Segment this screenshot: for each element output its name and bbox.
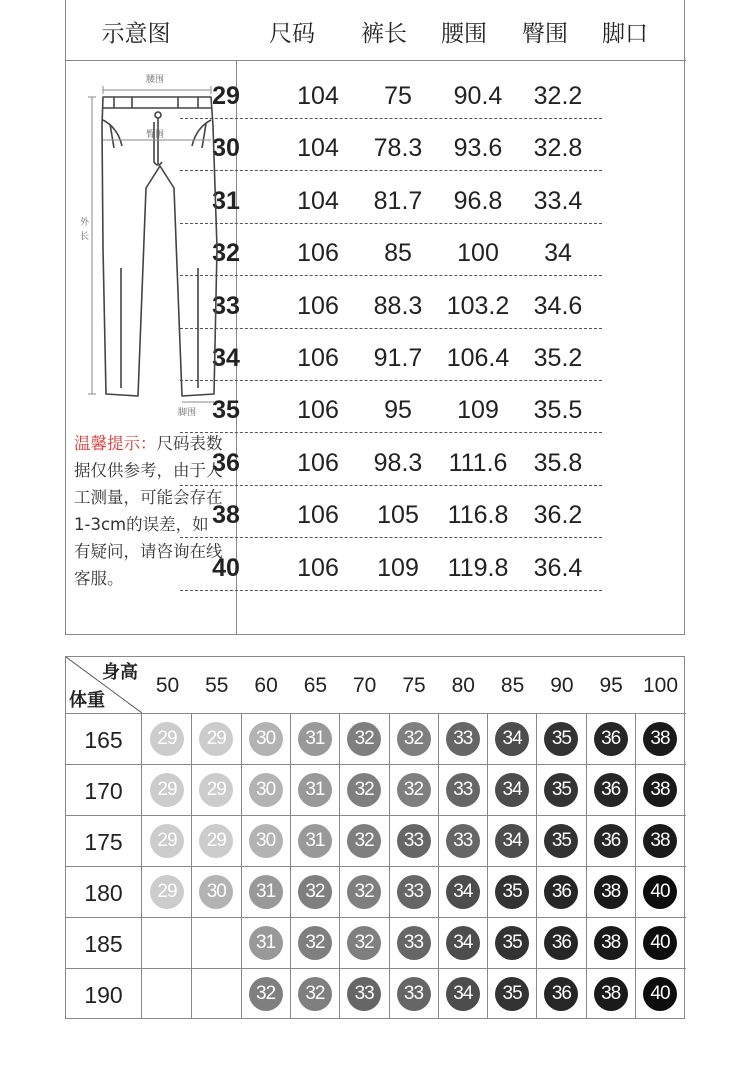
weight-row-label: 170 — [84, 778, 123, 804]
grid-vline — [241, 713, 242, 1019]
height-column-label: 100 — [642, 674, 679, 697]
tip-line: 客服。 — [74, 569, 124, 588]
size-badge: 35 — [544, 773, 578, 807]
size-row — [180, 224, 602, 276]
size-cell: 38 — [212, 501, 240, 530]
weight-height-grid — [65, 656, 685, 1019]
size-badge: 35 — [544, 722, 578, 756]
height-column-label: 75 — [402, 674, 426, 697]
hip-cell: 116.8 — [447, 501, 509, 530]
tip-line: 1-3cm的误差，如 — [74, 515, 209, 534]
size-badge: 33 — [397, 926, 431, 960]
height-column-label: 50 — [155, 674, 180, 697]
size-badge: 33 — [397, 875, 431, 909]
height-column-label: 55 — [205, 674, 229, 697]
length-label — [80, 216, 90, 244]
hip-cell: 90.4 — [453, 82, 503, 110]
length-cell: 106 — [297, 344, 339, 372]
size-badge: 38 — [594, 926, 628, 960]
length-cell: 104 — [297, 82, 339, 110]
size-row — [180, 172, 602, 224]
height-column-label: 80 — [451, 674, 475, 697]
size-badge: 33 — [397, 824, 431, 858]
size-row — [177, 381, 602, 433]
size-badge: 36 — [594, 722, 628, 756]
size-badge: 29 — [199, 824, 233, 858]
waist-cell: 109 — [377, 553, 419, 582]
grid-vline — [141, 713, 142, 1019]
size-badge: 40 — [643, 977, 677, 1011]
header-size: 尺码 — [269, 21, 315, 47]
waist-cell: 78.3 — [373, 134, 423, 163]
size-badge: 35 — [495, 926, 529, 960]
tip-note — [74, 430, 234, 592]
size-badge: 34 — [446, 875, 480, 909]
hem-cell: 35.2 — [533, 344, 583, 372]
size-badge: 40 — [643, 926, 677, 960]
grid-vline — [487, 713, 488, 1019]
size-badge: 30 — [249, 773, 283, 807]
hip-cell: 119.8 — [447, 553, 509, 582]
size-badge: 31 — [298, 722, 332, 756]
hip-cell: 109 — [457, 396, 499, 425]
size-cell: 31 — [212, 186, 240, 215]
size-table-header — [66, 0, 686, 61]
size-badge: 33 — [446, 824, 480, 858]
size-badge: 38 — [643, 824, 677, 858]
size-badge: 29 — [199, 773, 233, 807]
size-badge: 30 — [249, 722, 283, 756]
size-badge: 32 — [347, 875, 381, 909]
height-column-label: 65 — [303, 674, 328, 697]
tip-line: 有疑问，请咨询在线 — [74, 542, 223, 561]
size-cell: 36 — [212, 448, 240, 477]
grid-vline — [339, 713, 340, 1019]
tip-line: 尺码表数 — [156, 434, 223, 453]
header-diagram: 示意图 — [101, 21, 171, 47]
hem-cell: 32.2 — [533, 82, 583, 110]
waist-cell: 85 — [384, 239, 412, 268]
size-row — [180, 119, 602, 171]
weight-row — [66, 968, 686, 1020]
tip-highlight: 温馨提示： — [74, 434, 157, 453]
length-label-text: 外长 — [80, 218, 90, 242]
size-badge: 30 — [249, 824, 283, 858]
size-badge: 35 — [495, 875, 529, 909]
size-badge: 33 — [446, 722, 480, 756]
length-cell: 106 — [297, 291, 339, 320]
size-row — [180, 67, 602, 119]
length-cell: 106 — [297, 448, 339, 477]
hem-cell: 35.5 — [533, 396, 583, 425]
hip-cell: 103.2 — [446, 291, 510, 320]
hem-cell: 35.8 — [533, 448, 583, 477]
size-row — [180, 486, 602, 538]
size-cell: 32 — [212, 239, 240, 268]
size-badge: 31 — [249, 875, 283, 909]
size-badge: 36 — [544, 977, 578, 1011]
height-column-label: 85 — [500, 674, 525, 697]
size-cell: 30 — [212, 134, 240, 163]
grid-vline — [389, 713, 390, 1019]
grid-vline — [191, 713, 192, 1019]
hip-cell: 96.8 — [453, 186, 503, 215]
size-cell: 29 — [212, 82, 240, 110]
hem-cell: 34 — [544, 239, 572, 268]
size-badge: 38 — [594, 875, 628, 909]
height-label: 身高 — [102, 662, 138, 683]
weight-row — [66, 815, 686, 867]
length-cell: 104 — [297, 134, 339, 163]
waist-cell: 95 — [384, 396, 412, 425]
size-badge: 31 — [298, 773, 332, 807]
size-badge: 29 — [150, 722, 184, 756]
waist-label: 腰围 — [145, 75, 165, 85]
length-cell: 104 — [297, 186, 339, 215]
size-badge: 36 — [544, 926, 578, 960]
waist-cell: 105 — [377, 501, 419, 530]
grid-header — [66, 657, 686, 713]
hip-cell: 93.6 — [453, 134, 503, 163]
size-badge: 38 — [594, 977, 628, 1011]
size-badge: 35 — [544, 824, 578, 858]
size-row — [180, 329, 602, 381]
size-badge: 29 — [150, 773, 184, 807]
hem-cell: 34.6 — [533, 291, 583, 320]
height-column-label: 95 — [599, 674, 623, 697]
size-row — [180, 539, 602, 591]
size-badge: 34 — [495, 722, 529, 756]
size-badge: 32 — [347, 722, 381, 756]
waist-cell: 91.7 — [373, 344, 423, 372]
size-badge: 33 — [446, 773, 480, 807]
size-badge: 29 — [150, 824, 184, 858]
size-cell: 40 — [212, 553, 240, 582]
size-badge: 32 — [298, 926, 332, 960]
weight-row-label: 180 — [84, 880, 123, 906]
size-badge: 40 — [643, 875, 677, 909]
size-badge: 34 — [495, 824, 529, 858]
length-cell: 106 — [297, 239, 339, 268]
height-column-label: 70 — [353, 674, 377, 697]
hem-cell: 32.8 — [533, 134, 583, 163]
waist-cell: 81.7 — [373, 186, 423, 215]
size-badge: 38 — [643, 773, 677, 807]
grid-vline — [536, 713, 537, 1019]
size-badge: 32 — [397, 773, 431, 807]
height-column-label: 90 — [550, 674, 574, 697]
pants-diagram — [70, 68, 230, 428]
header-hip: 臀围 — [522, 21, 568, 47]
size-badge: 36 — [594, 824, 628, 858]
size-badge: 31 — [298, 824, 332, 858]
hip-cell: 111.6 — [448, 448, 508, 477]
size-badge: 34 — [495, 773, 529, 807]
size-row — [180, 277, 602, 329]
size-badge: 38 — [643, 722, 677, 756]
size-badge: 36 — [594, 773, 628, 807]
size-badge: 35 — [495, 977, 529, 1011]
weight-row-label: 185 — [84, 931, 123, 957]
hem-cell: 36.4 — [533, 553, 583, 582]
size-cell: 33 — [212, 291, 240, 320]
size-cell: 35 — [212, 396, 240, 425]
hem-cell: 33.4 — [533, 186, 583, 215]
length-cell: 106 — [297, 553, 339, 582]
size-badge: 36 — [544, 875, 578, 909]
tip-line: 据仅供参考，由于人 — [74, 461, 223, 480]
header-hem: 脚口 — [602, 21, 648, 47]
size-badge: 34 — [446, 926, 480, 960]
size-badge: 29 — [199, 722, 233, 756]
length-cell: 106 — [297, 501, 339, 530]
size-badge: 34 — [446, 977, 480, 1011]
length-cell: 106 — [297, 396, 339, 425]
header-length: 裤长 — [361, 21, 407, 47]
height-column-label: 60 — [254, 674, 278, 697]
header-waist: 腰围 — [441, 21, 487, 47]
size-badge: 31 — [249, 926, 283, 960]
waist-cell: 75 — [384, 82, 412, 110]
size-cell: 34 — [212, 344, 240, 372]
weight-row-label: 175 — [84, 829, 123, 855]
hip-label: 臀围 — [145, 130, 165, 140]
hip-cell: 106.4 — [446, 344, 510, 372]
waist-cell: 98.3 — [373, 448, 423, 477]
hip-cell: 100 — [457, 239, 499, 268]
weight-row — [66, 917, 686, 969]
weight-row — [66, 713, 686, 765]
size-row — [180, 434, 602, 486]
size-badge: 32 — [249, 977, 283, 1011]
grid-vline — [586, 713, 587, 1019]
size-badge: 32 — [347, 773, 381, 807]
size-badge: 32 — [298, 977, 332, 1011]
weight-row — [66, 866, 686, 918]
hem-cell: 36.2 — [533, 501, 583, 530]
grid-vline — [635, 713, 636, 1019]
tip-line: 工测量，可能会存在 — [74, 488, 223, 507]
grid-vline — [290, 713, 291, 1019]
grid-vline — [438, 713, 439, 1019]
size-badge: 30 — [199, 875, 233, 909]
size-badge: 32 — [347, 926, 381, 960]
waist-cell: 88.3 — [373, 291, 423, 320]
size-badge: 33 — [347, 977, 381, 1011]
weight-label: 体重 — [69, 690, 105, 711]
size-badge: 32 — [298, 875, 332, 909]
weight-row-label: 165 — [84, 727, 123, 753]
hem-label: 脚围 — [177, 408, 197, 418]
size-badge: 33 — [397, 977, 431, 1011]
size-badge: 32 — [347, 824, 381, 858]
weight-row — [66, 764, 686, 816]
size-badge: 32 — [397, 722, 431, 756]
weight-row-label: 190 — [84, 982, 123, 1008]
size-badge: 29 — [150, 875, 184, 909]
